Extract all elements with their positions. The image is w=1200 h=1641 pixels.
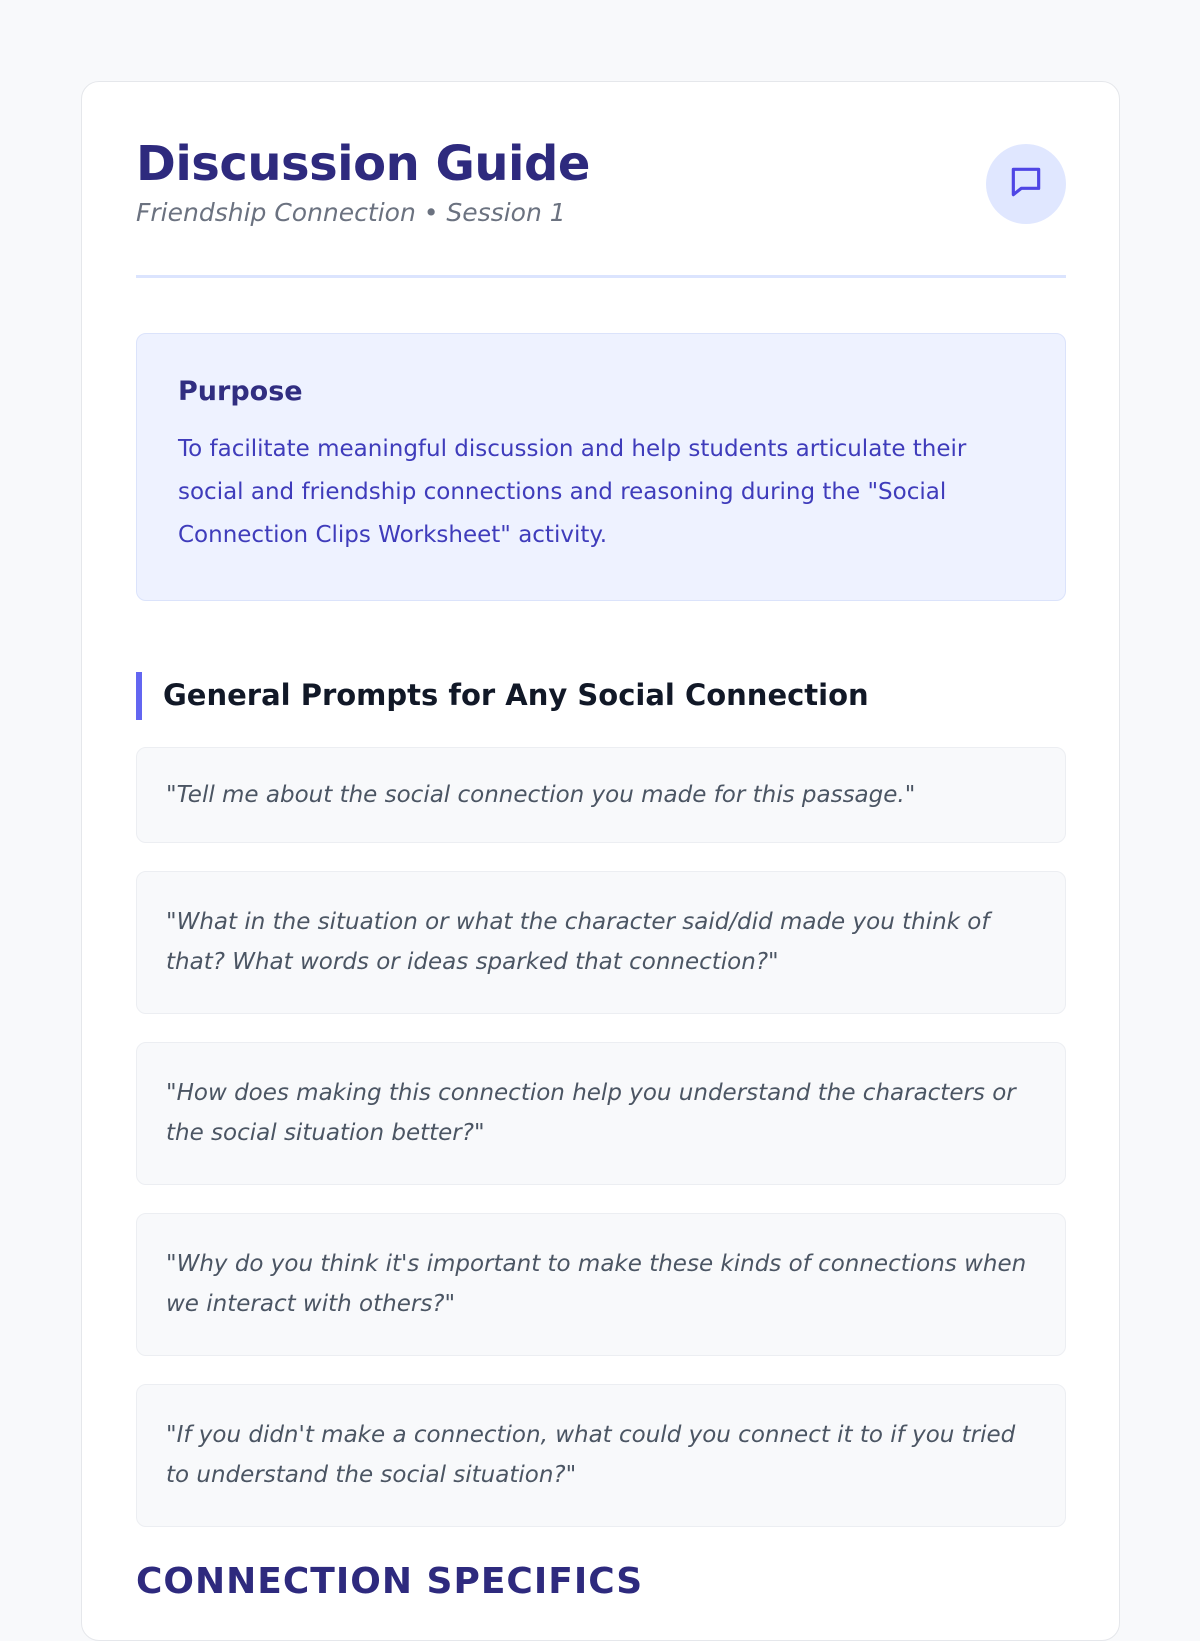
- connection-specifics-heading: CONNECTION SPECIFICS: [136, 1561, 644, 1602]
- prompt-item: "Tell me about the social connection you made for this passage.": [136, 747, 1066, 843]
- chat-button[interactable]: [986, 144, 1066, 224]
- purpose-text: To facilitate meaningful discussion and help students articulate their social and friendship connections and reasoning during the "Social Connection Clips Worksheet" activity.: [178, 436, 967, 548]
- guide-header: [136, 138, 1066, 278]
- prompt-item: "How does making this connection help you understand the characters or the social situation better?": [136, 1042, 1066, 1185]
- page-title: Discussion Guide: [136, 136, 590, 192]
- prompt-item: "Why do you think it's important to make these kinds of connections when we interact with others?": [136, 1213, 1066, 1356]
- prompt-item: "If you didn't make a connection, what could you connect it to if you tried to understand the social situation?": [136, 1384, 1066, 1527]
- general-prompts-heading: General Prompts for Any Social Connection: [136, 672, 1066, 720]
- chat-bubble-icon: [1007, 163, 1045, 205]
- purpose-title: Purpose: [178, 376, 303, 407]
- discussion-guide-card: [81, 81, 1120, 1641]
- prompt-item: "What in the situation or what the character said/did made you think of that? What words or ideas sparked that connection?": [136, 871, 1066, 1014]
- header-divider: [136, 275, 1066, 278]
- page-subtitle: Friendship Connection • Session 1: [136, 198, 566, 227]
- purpose-box: [136, 333, 1066, 601]
- prompt-list: [136, 747, 1066, 1555]
